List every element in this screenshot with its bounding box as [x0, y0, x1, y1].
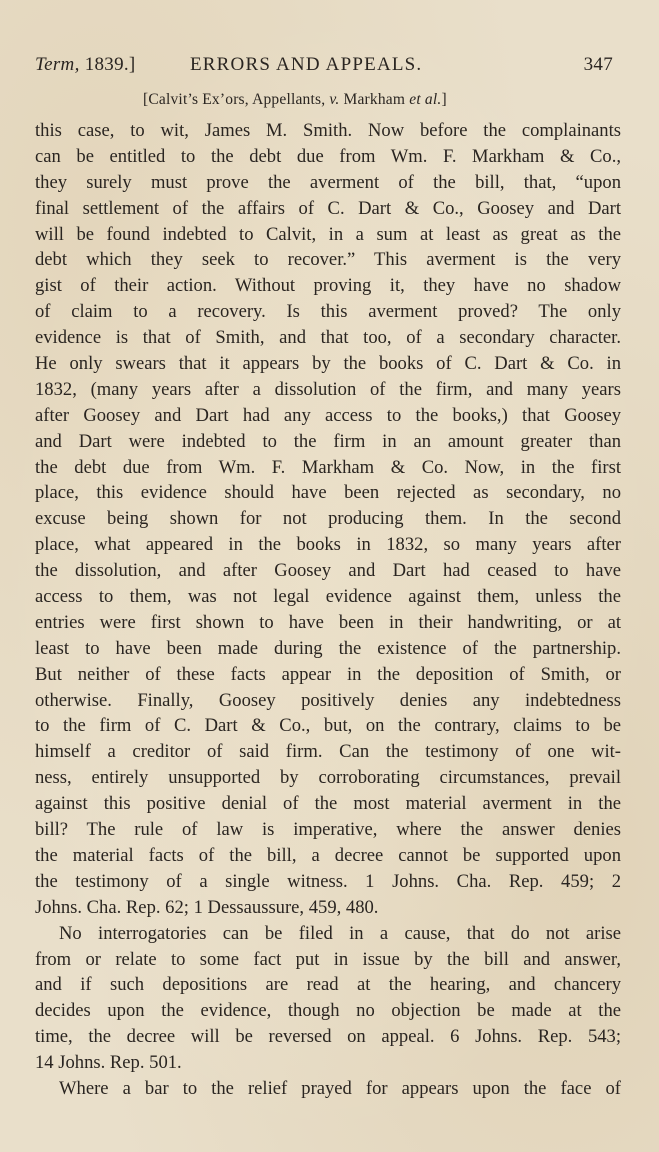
text-line: final settlement of the affairs of C. Dart & Co., Goosey and Dart — [35, 197, 621, 219]
text-line: the material facts of the bill, a decree cannot be supported upon — [35, 844, 621, 866]
text-line: himself a creditor of said firm. Can the testimony of one wit- — [35, 741, 621, 763]
text-line: Where a bar to the relief prayed for appears upon the face of — [59, 1077, 621, 1099]
text-line: ness, entirely unsupported by corroborating circumstances, prevail — [35, 767, 621, 789]
text-line: time, the decree will be reversed on appeal. 6 Johns. Rep. 543; — [35, 1026, 621, 1048]
text-line: decides upon the evidence, though no objection be made at the — [35, 1000, 621, 1022]
case-caption-close: ] — [441, 91, 447, 108]
text-line: this case, to wit, James M. Smith. Now before the complainants — [35, 120, 621, 141]
text-line: the dissolution, and after Goosey and Dart had ceased to have — [35, 560, 621, 582]
text-line: and Dart were indebted to the firm in an amount greater than — [35, 430, 621, 452]
running-head-title: ERRORS AND APPEALS. — [190, 54, 423, 75]
text-line: excuse being shown for not producing them. In the second — [35, 508, 621, 530]
text-line: against this positive denial of the most material averment in the — [35, 793, 621, 815]
text-line: No interrogatories can be filed in a cause, that do not arise — [59, 922, 621, 944]
running-head — [35, 54, 621, 80]
text-line: the debt due from Wm. F. Markham & Co. Now, in the first — [35, 456, 621, 478]
case-caption-open: [Calvit’s Ex’ors, Appellants, — [143, 91, 326, 108]
case-caption-party: Markham — [343, 91, 406, 108]
case-caption — [143, 91, 447, 109]
text-line: bill? The rule of law is imperative, where the answer denies — [35, 819, 621, 841]
text-line: least to have been made during the existence of the partnership. — [35, 637, 621, 659]
text-line: Johns. Cha. Rep. 62; 1 Dessaussure, 459, 480. — [35, 896, 379, 918]
text-line: the testimony of a single witness. 1 Johns. Cha. Rep. 459; 2 — [35, 870, 621, 892]
text-line: otherwise. Finally, Goosey positively denies any indebtedness — [35, 689, 621, 711]
term-year: 1839.] — [84, 54, 136, 75]
text-line: entries were first shown to have been in their handwriting, or at — [35, 611, 621, 633]
term-label: Term, — [35, 54, 80, 75]
text-line: they surely must prove the averment of the bill, that, “upon — [35, 171, 621, 193]
text-line: gist of their action. Without proving it, they have no shadow — [35, 275, 621, 297]
text-line: after Goosey and Dart had any access to the books,) that Goosey — [35, 404, 621, 426]
case-caption-versus: v. — [329, 91, 340, 108]
text-line: of claim to a recovery. Is this averment proved? The only — [35, 301, 621, 323]
text-line: But neither of these facts appear in the deposition of Smith, or — [35, 663, 621, 685]
text-line: will be found indebted to Calvit, in a sum at least as great as the — [35, 223, 621, 245]
text-line: access to them, was not legal evidence against them, unless the — [35, 586, 621, 608]
text-line: from or relate to some fact put in issue by the bill and answer, — [35, 948, 621, 970]
text-line: 1832, (many years after a dissolution of the firm, and many years — [35, 378, 621, 400]
text-line: and if such depositions are read at the hearing, and chancery — [35, 974, 621, 996]
text-line: place, this evidence should have been rejected as secondary, no — [35, 482, 621, 504]
text-line: debt which they seek to recover.” This averment is the very — [35, 249, 621, 271]
text-line: He only swears that it appears by the books of C. Dart & Co. in — [35, 353, 621, 375]
text-line: can be entitled to the debt due from Wm. F. Markham & Co., — [35, 145, 621, 167]
book-page — [35, 0, 621, 1152]
text-line: place, what appeared in the books in 1832, so many years after — [35, 534, 621, 556]
text-line: evidence is that of Smith, and that too, of a secondary character. — [35, 327, 621, 349]
running-head-term — [35, 54, 136, 76]
text-line: to the firm of C. Dart & Co., but, on the contrary, claims to be — [35, 715, 621, 737]
text-line: 14 Johns. Rep. 501. — [35, 1052, 182, 1074]
case-caption-etal: et al. — [409, 91, 442, 108]
body-text — [35, 118, 621, 1102]
page-number: 347 — [583, 54, 613, 75]
